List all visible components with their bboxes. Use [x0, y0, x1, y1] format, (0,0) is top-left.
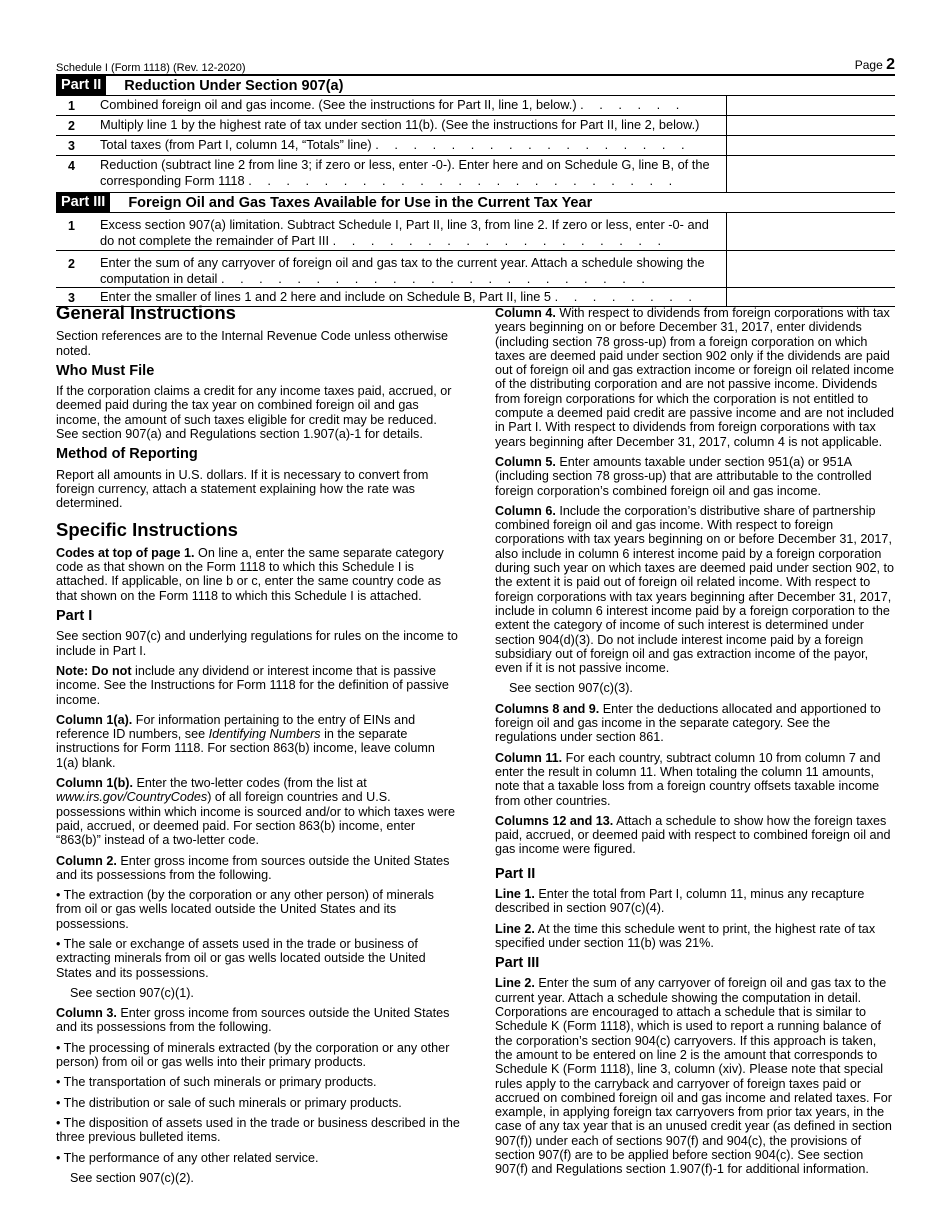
part2-line1-row: 1 Combined foreign oil and gas income. (See the instructions for Part II, line 1, below.) . . . . . . [56, 96, 895, 116]
part2-line1-amount[interactable] [726, 96, 895, 115]
part2-line3-amount[interactable] [726, 136, 895, 155]
part3-line1-amount[interactable] [726, 213, 895, 250]
page-number: Page 2 [854, 56, 895, 73]
method-of-reporting-heading: Method of Reporting [56, 446, 198, 463]
who-must-file-heading: Who Must File [56, 362, 155, 379]
part1-heading: Part I [56, 608, 93, 625]
form-id: Schedule I (Form 1118) (Rev. 12-2020) [56, 62, 246, 74]
part2-line3-row: 3 Total taxes (from Part I, column 14, “Totals” line) . . . . . . . . . . . . . . . . . [56, 136, 895, 156]
part2-instructions-heading: Part II [495, 865, 536, 882]
part2-line2-row: 2 Multiply line 1 by the highest rate of tax under section 11(b). (See the instructions for Part II, line 2, below.) [56, 116, 895, 136]
part2-line2-amount[interactable] [726, 116, 895, 135]
part3-line2-amount[interactable] [726, 251, 895, 287]
instructions-right-column: Column 4. With respect to dividends from foreign corporations with tax years beginning on or before December 31, 2017, enter dividends (including section 78 gross-up) from a foreign corporation on which taxes are deemed paid under section 902 only if the dividends are paid out of foreign oil and gas extraction income or foreign oil related income of the distributing corporation and are not passive income. Dividends from foreign corporations for which the corporation is not entitled to compute a deemed paid credit are passive income and are not included in Part I. With respect to dividends from foreign corporations with tax years beginning after December 31, 2017, column 4 is not applicable. Column 5. Enter amounts taxable under section 951(a) or 951A (including section 78 gross-up) that are attributable to the controlled foreign corporation’s combined foreign oil and gas income. Column 6. Include the corporation’s distributive share of partnership combined foreign oil and gas income. With respect to foreign corporations with tax years beginning on or before December 31, 2017, also include in column 6 interest income paid by a foreign corporation during such year on which taxes are deemed paid under section 902, to the extent it is paid out of foreign oil related income. With respect to foreign corporations with tax years beginning after December 31, 2017, include in column 6 interest income paid by a foreign corporation to the extent the category of income of such interest is determined under section 904(d)(3). Do not include interest income paid by a foreign subsidiary out of foreign oil and gas extraction income of the payor, even if it is not passive income. See section 907(c)(3). Columns 8 and 9. Enter the deductions allocated and apportioned to foreign oil and gas income in the separate category. See the regulations under section 861. Column 11. For each country, subtract column 10 from column 7 and enter the result in column 11. When totaling the column 11 amounts, note that a taxable loss from a foreign country offsets taxable income from other countries. Columns 12 and 13. Attach a schedule to show how the foreign taxes paid, accrued, or deemed paid with respect to combined foreign oil and gas income were figured. Part II Line 1. Enter the total from Part I, column 11, minus any recapture described in section 907(c)(4). Line 2. At the time this schedule went to print, the highest rate of tax specified under section 11(b) was 21%. Part III Line 2. Enter the sum of any carryover of foreign oil and gas tax to the current year. Attach a schedule showing the computation in detail. Corporations are encouraged to attach a schedule that is similar to Schedule K (Form 1118), which is used to report a running balance of the corporation’s section 904(c) carryovers. If this approach is taken, the amount to be entered on line 2 is the amount that corresponds to Schedule K (Form 1118), line 3, column (xiv). Please note that special rules apply to the carryback and carryover of foreign taxes paid or accrued on combined foreign oil and gas income and related taxes. For example, in applying foreign tax carryovers from prior tax years, in the case of any tax year that is an unused credit year (as defined in section 907(f)) under each of sections 907(f) and 904(c), the provisions of section 907(f) are to be applied before section 904(c). See section 907(f) and Regulations section 1.907(f)-1 for additional information. [495, 306, 895, 1177]
part3-line3-row: 3 Enter the smaller of lines 1 and 2 here and include on Schedule B, Part II, line 5 . . . . . . . . [56, 288, 895, 307]
instructions-left-column: General Instructions Section references are to the Internal Revenue Code unless otherwise noted. Who Must File If the corporation claims a credit for any income taxes paid, accrued, or deemed paid during the tax year on combined foreign oil and gas income, the amount of such taxes eligible for credit may be reduced. See section 907(a) and Regulations section 1.907(a)-1 for details. Method of Reporting Report all amounts in U.S. dollars. If it is necessary to convert from foreign currency, attach a statement explaining how the rate was determined. Specific Instructions Codes at top of page 1. On line a, enter the same separate category code as that shown on the Form 1118 to which this Schedule I is attached. If applicable, on line b or c, enter the same country code as that shown on the Form 1118 to which this Schedule I is attached. Part I See section 907(c) and underlying regulations for rules on the income to include in Part I. Note: Do not include any dividend or interest income that is passive income. See the Instructions for Form 1118 for the definition of passive income. Column 1(a). For information pertaining to the entry of EINs and reference ID numbers, see Identifying Numbers in the separate instructions for Form 1118. For section 863(b) income, leave column 1(a) blank. Column 1(b). Enter the two-letter codes (from the list at www.irs.gov/CountryCodes) of all foreign countries and U.S. possessions within which income is sourced and/or to which taxes were paid, accrued, or deemed paid. For section 863(b) income, enter “863(b)” instead of a two-letter code. Column 2. Enter gross income from sources outside the United States and its possessions from the following. • The extraction (by the corporation or any other person) of minerals from oil or gas wells located outside the United States and its possessions. • The sale or exchange of assets used in the trade or business of extracting minerals from oil or gas wells located outside the United States and its possessions. See section 907(c)(1). Column 3. Enter gross income from sources outside the United States and its possessions from the following. • The processing of minerals extracted (by the corporation or any other person) from oil or gas wells into their primary products. • The transportation of such minerals or primary products. • The distribution or sale of such minerals or primary products. • The disposition of assets used in the trade or business described in the three previous bulleted items. • The performance of any other related service. See section 907(c)(2). [56, 302, 460, 1185]
instructions [56, 302, 895, 1191]
part2-line4-amount[interactable] [726, 156, 895, 192]
part3-tag: Part III [56, 193, 110, 212]
part3-instructions-heading: Part III [495, 955, 540, 972]
specific-instructions-heading: Specific Instructions [56, 518, 238, 540]
page-header [56, 52, 895, 76]
part2-tag: Part II [56, 76, 106, 95]
part2-title: Reduction Under Section 907(a) [124, 77, 344, 94]
general-instructions-heading: General Instructions [56, 302, 236, 323]
part3-header [56, 193, 895, 213]
part3-line1-row: 1 Excess section 907(a) limitation. Subtract Schedule I, Part II, line 3, from line 2. If zero or less, enter -0- and do not complete the remainder of Part III . . . . . . . . . . . . . . . . . . [56, 213, 895, 251]
part2-line4-row: 4 Reduction (subtract line 2 from line 3; if zero or less, enter -0-). Enter here and on Schedule G, line B, of the corresponding Form 1118 . . . . . . . . . . . . . . . . . . . . . . . [56, 156, 895, 193]
part3-line3-amount[interactable] [726, 288, 895, 306]
form-page [56, 52, 895, 307]
part3-title: Foreign Oil and Gas Taxes Available for Use in the Current Tax Year [128, 194, 593, 211]
part2-header [56, 76, 895, 96]
part3-line2-row: 2 Enter the sum of any carryover of foreign oil and gas tax to the current year. Attach a schedule showing the computation in detail . . . . . . . . . . . . . . . . . . . . . . . [56, 251, 895, 288]
